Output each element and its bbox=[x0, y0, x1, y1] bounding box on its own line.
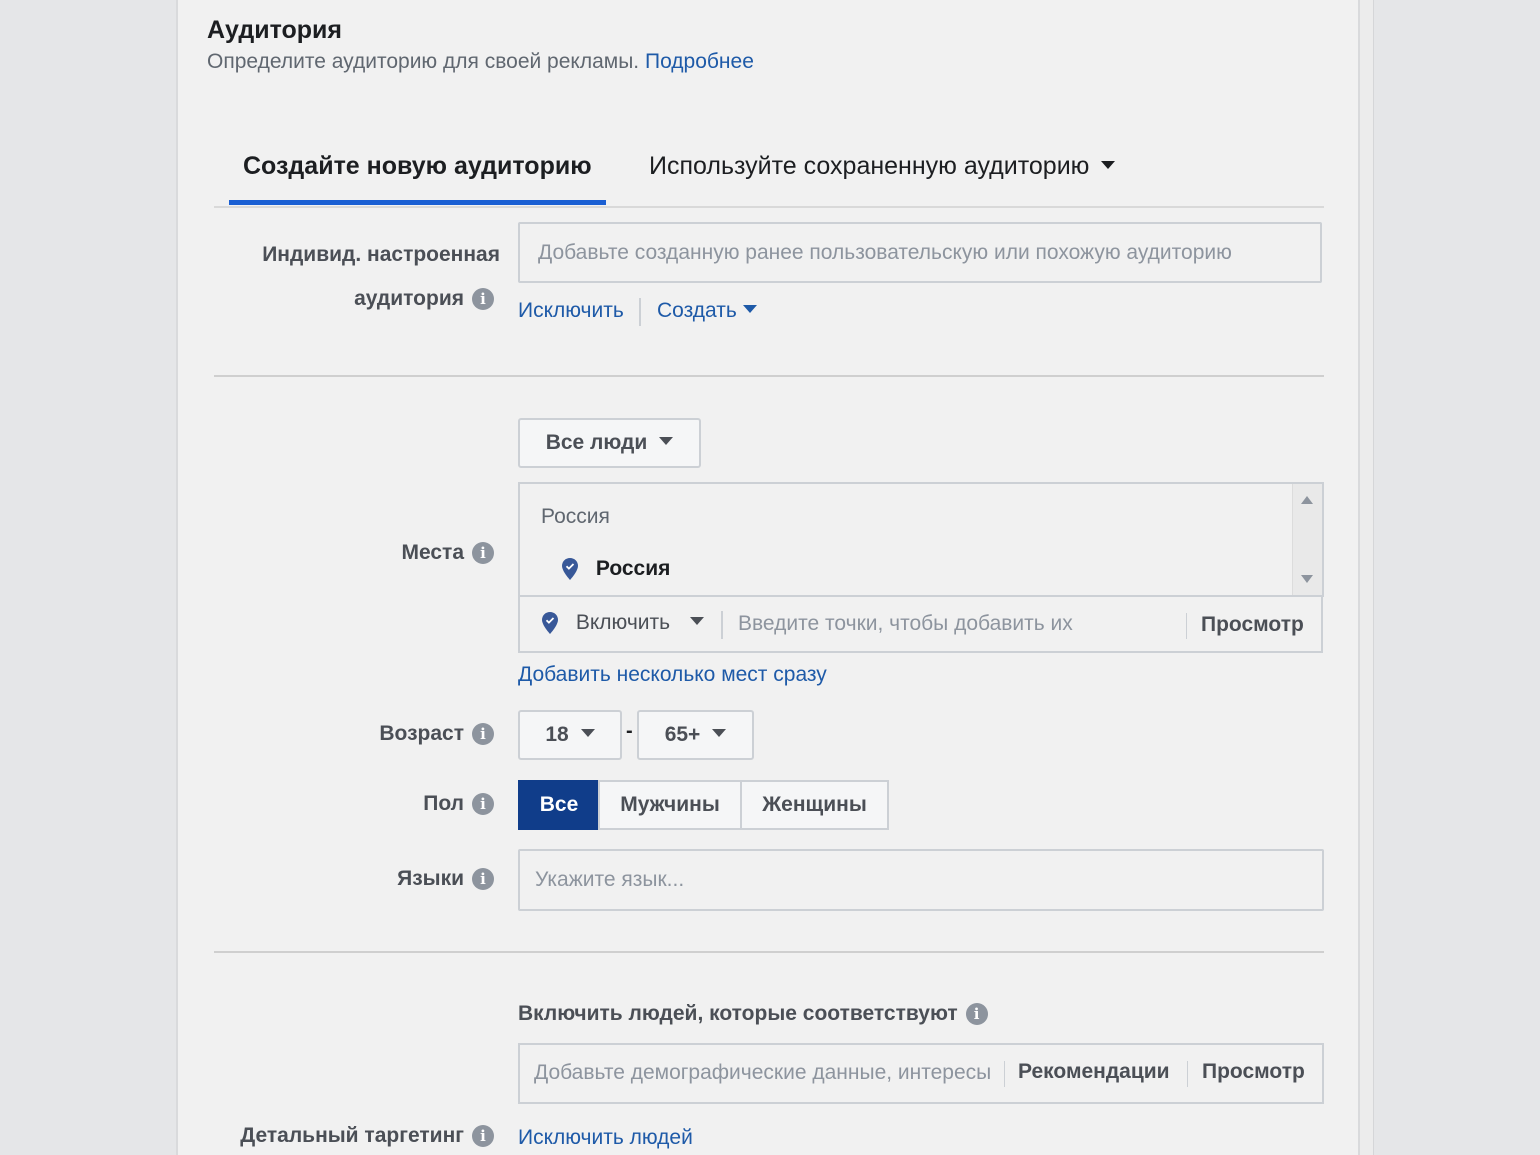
info-icon[interactable]: i bbox=[966, 1003, 988, 1025]
chevron-down-icon bbox=[659, 437, 673, 445]
map-pin-icon bbox=[562, 558, 578, 580]
tab-create-new-audience[interactable]: Создайте новую аудиторию bbox=[243, 152, 592, 180]
include-people-text: Включить людей, которые соответствуют bbox=[518, 1002, 958, 1025]
browse-separator bbox=[1187, 1061, 1188, 1087]
link-separator bbox=[639, 298, 641, 326]
subtitle-text: Определите аудиторию для своей рекламы. bbox=[207, 50, 640, 73]
info-icon[interactable]: i bbox=[472, 1125, 494, 1147]
map-pin-icon bbox=[542, 612, 558, 634]
custom-audience-input[interactable] bbox=[518, 222, 1322, 283]
selected-locations-list bbox=[518, 482, 1324, 597]
add-bulk-locations-link[interactable]: Добавить несколько мест сразу bbox=[518, 663, 827, 686]
gender-label bbox=[218, 792, 494, 816]
chevron-down-icon bbox=[1101, 161, 1115, 169]
tab-use-saved-audience[interactable] bbox=[649, 152, 1115, 181]
info-icon[interactable]: i bbox=[472, 723, 494, 745]
custom-audience-label-text: аудитория bbox=[354, 287, 464, 310]
age-min-value: 18 bbox=[545, 723, 569, 746]
languages-input[interactable] bbox=[518, 849, 1324, 911]
custom-audience-label-line1: Индивид. настроенная bbox=[262, 243, 500, 266]
search-separator bbox=[721, 611, 723, 639]
detailed-targeting-label-text: Детальный таргетинг bbox=[240, 1124, 464, 1147]
location-search-input[interactable] bbox=[738, 612, 1073, 636]
languages-label bbox=[218, 867, 494, 891]
age-label bbox=[218, 722, 494, 746]
selected-location-item[interactable] bbox=[562, 557, 670, 581]
custom-audience-label-line2 bbox=[218, 287, 494, 311]
browse-separator bbox=[1186, 613, 1187, 639]
people-filter-label: Все люди bbox=[545, 431, 648, 454]
locations-label bbox=[218, 541, 494, 565]
include-exclude-dropdown[interactable] bbox=[542, 611, 704, 635]
gender-label-text: Пол bbox=[423, 792, 464, 815]
gender-men-button[interactable]: Мужчины bbox=[598, 780, 742, 830]
chevron-down-icon bbox=[712, 729, 726, 737]
detailed-targeting-input[interactable] bbox=[534, 1061, 991, 1085]
info-icon[interactable]: i bbox=[472, 288, 494, 310]
chevron-down-icon bbox=[743, 305, 757, 313]
custom-audience-placeholder: Добавьте созданную ранее пользовательскую или похожую аудиторию bbox=[538, 240, 1232, 264]
exclude-custom-audience-link[interactable]: Исключить bbox=[518, 299, 624, 322]
age-label-text: Возраст bbox=[379, 722, 464, 745]
gender-selector bbox=[518, 780, 889, 830]
learn-more-link[interactable]: Подробнее bbox=[644, 50, 754, 73]
scroll-up-icon[interactable] bbox=[1301, 496, 1313, 504]
people-filter-dropdown[interactable] bbox=[518, 418, 701, 468]
create-audience-dropdown[interactable] bbox=[657, 299, 757, 323]
location-list-scrollbar[interactable] bbox=[1292, 484, 1322, 595]
tabs-divider bbox=[214, 206, 1324, 208]
include-people-heading bbox=[518, 1002, 988, 1026]
chevron-down-icon bbox=[690, 617, 704, 625]
section-subtitle bbox=[207, 50, 754, 74]
suggestions-button[interactable]: Рекомендации bbox=[1018, 1060, 1170, 1083]
detailed-targeting-bar bbox=[518, 1043, 1324, 1104]
age-max-value: 65+ bbox=[664, 723, 701, 746]
age-min-dropdown[interactable] bbox=[518, 710, 622, 760]
location-group-header: Россия bbox=[541, 505, 610, 528]
tab-saved-label: Используйте сохраненную аудиторию bbox=[649, 152, 1090, 180]
age-range-separator: - bbox=[626, 720, 633, 742]
location-search-placeholder: Введите точки, чтобы добавить их bbox=[738, 612, 1073, 635]
scroll-down-icon[interactable] bbox=[1301, 575, 1313, 583]
section-divider bbox=[214, 375, 1324, 377]
page-right-rail bbox=[1360, 0, 1374, 1155]
detailed-browse-button[interactable]: Просмотр bbox=[1202, 1060, 1305, 1083]
suggestions-separator bbox=[1004, 1061, 1005, 1087]
info-icon[interactable]: i bbox=[472, 542, 494, 564]
exclude-people-link[interactable]: Исключить людей bbox=[518, 1126, 693, 1149]
locations-label-text: Места bbox=[401, 541, 464, 564]
create-audience-label: Создать bbox=[657, 299, 737, 322]
section-divider bbox=[214, 951, 1324, 953]
location-browse-button[interactable]: Просмотр bbox=[1201, 613, 1304, 636]
audience-panel bbox=[176, 0, 1360, 1155]
chevron-down-icon bbox=[581, 729, 595, 737]
active-tab-indicator bbox=[229, 200, 606, 205]
age-max-dropdown[interactable] bbox=[637, 710, 754, 760]
location-search-bar bbox=[518, 595, 1323, 653]
selected-location-label: Россия bbox=[595, 557, 671, 580]
section-title: Аудитория bbox=[207, 16, 342, 44]
gender-women-button[interactable]: Женщины bbox=[740, 780, 889, 830]
detailed-targeting-placeholder: Добавьте демографические данные, интересы bbox=[534, 1061, 991, 1084]
detailed-targeting-label bbox=[198, 1124, 494, 1148]
info-icon[interactable]: i bbox=[472, 793, 494, 815]
gender-all-button[interactable]: Все bbox=[518, 780, 600, 830]
info-icon[interactable]: i bbox=[472, 868, 494, 890]
include-mode-label: Включить bbox=[575, 611, 671, 634]
languages-label-text: Языки bbox=[397, 867, 464, 890]
languages-placeholder: Укажите язык... bbox=[535, 868, 685, 891]
